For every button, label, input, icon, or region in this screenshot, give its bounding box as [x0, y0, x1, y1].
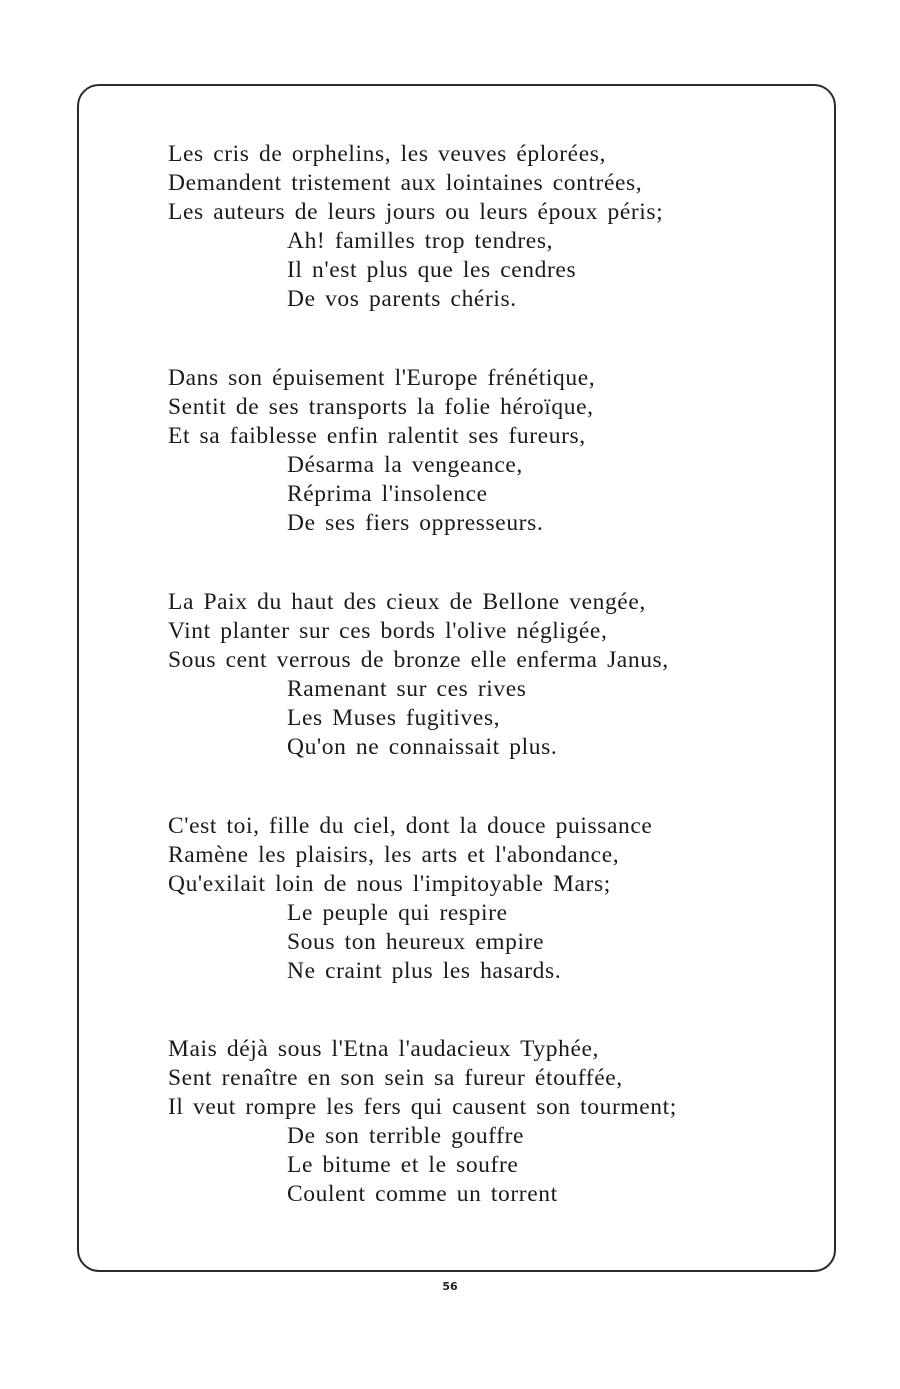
verse-line-indented: De vos parents chéris.	[287, 286, 517, 312]
verse-line: Demandent tristement aux lointaines contrées,	[168, 170, 643, 196]
stanza	[168, 588, 808, 762]
verse-line: Les auteurs de leurs jours ou leurs époux péris;	[168, 199, 664, 225]
verse-line-indented: Le peuple qui respire	[287, 900, 508, 926]
verse-line: Sous cent verrous de bronze elle enferma Janus,	[168, 647, 669, 673]
verse-line: C'est toi, fille du ciel, dont la douce puissance	[168, 813, 653, 839]
verse-line: Sentit de ses transports la folie héroïque,	[168, 394, 594, 420]
verse-line-indented: Les Muses fugitives,	[287, 705, 501, 731]
verse-line: Dans son épuisement l'Europe frénétique,	[168, 365, 596, 391]
stanza	[168, 812, 808, 986]
verse-line: Vint planter sur ces bords l'olive négligée,	[168, 618, 608, 644]
verse-line-indented: Réprima l'insolence	[287, 481, 488, 507]
verse-line: Qu'exilait loin de nous l'impitoyable Mars;	[168, 871, 611, 897]
verse-line-indented: Désarma la vengeance,	[287, 452, 523, 478]
verse-line-indented: De ses fiers oppresseurs.	[287, 510, 544, 536]
verse-line-indented: Ramenant sur ces rives	[287, 676, 527, 702]
verse-line: Mais déjà sous l'Etna l'audacieux Typhée,	[168, 1036, 600, 1062]
verse-line-indented: Coulent comme un torrent	[287, 1181, 558, 1207]
verse-line-indented: Ah! familles trop tendres,	[287, 228, 554, 254]
verse-line: Et sa faiblesse enfin ralentit ses fureurs,	[168, 423, 586, 449]
verse-line-indented: De son terrible gouffre	[287, 1123, 525, 1149]
verse-line-indented: Sous ton heureux empire	[287, 929, 545, 955]
verse-line: Sent renaître en son sein sa fureur étouffée,	[168, 1065, 623, 1091]
verse-line-indented: Le bitume et le soufre	[287, 1152, 519, 1178]
stanza	[168, 140, 808, 314]
verse-line-indented: Il n'est plus que les cendres	[287, 257, 577, 283]
verse-line: La Paix du haut des cieux de Bellone vengée,	[168, 589, 646, 615]
verse-line: Il veut rompre les fers qui causent son tourment;	[168, 1094, 677, 1120]
verse-line-indented: Ne craint plus les hasards.	[287, 958, 562, 984]
verse-line: Ramène les plaisirs, les arts et l'abondance,	[168, 842, 620, 868]
stanza	[168, 1035, 808, 1209]
stanza	[168, 364, 808, 538]
verse-line: Les cris de orphelins, les veuves éplorées,	[168, 141, 606, 167]
page-number: 56	[442, 1280, 458, 1293]
verse-line-indented: Qu'on ne connaissait plus.	[287, 734, 558, 760]
